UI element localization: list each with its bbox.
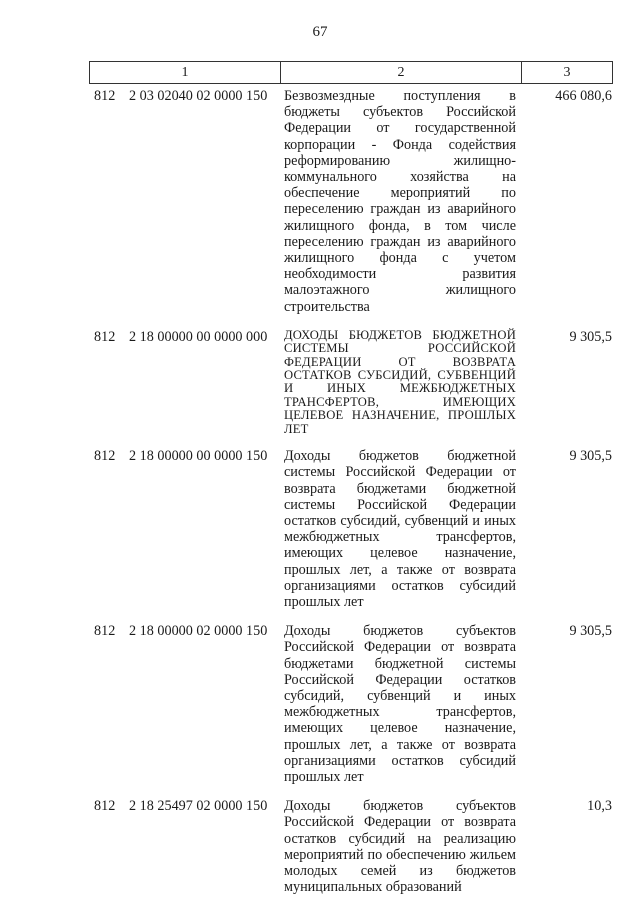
table-row: [0, 88, 640, 315]
amount: 9 305,5: [569, 623, 612, 640]
admin-code: 812: [94, 328, 116, 345]
revenue-code: 2 18 00000 00 0000 150: [129, 448, 268, 465]
table-row: [0, 623, 640, 785]
admin-code: 812: [94, 88, 116, 104]
revenue-description: Безвозмездные поступления в бюджеты субъектов Российской Федерации от государственной корпорации - Фонда содействия реформированию жилищно-коммунального хозяйства на обеспечение мероприятий по переселению граждан из аварийного жилищного фонда, в том числе переселению граждан из аварийного жилищного фонда с учетом необходимости развития малоэтажного жилищного строительства: [284, 88, 516, 315]
revenue-description: ДОХОДЫ БЮДЖЕТОВ БЮДЖЕТНОЙ СИСТЕМЫ РОССИЙСКОЙ ФЕДЕРАЦИИ ОТ ВОЗВРАТА ОСТАТКОВ СУБСИДИЙ, СУБВЕНЦИЙ И ИНЫХ МЕЖБЮДЖЕТНЫХ ТРАНСФЕРТОВ, ИМЕЮЩИХ ЦЕЛЕВОЕ НАЗНАЧЕНИЕ, ПРОШЛЫХ ЛЕТ: [284, 327, 516, 436]
page-number: 67: [312, 24, 328, 40]
amount: 9 305,5: [569, 328, 612, 345]
revenue-description: Доходы бюджетов субъектов Российской Федерации от возврата остатков субсидий на реализацию мероприятий по обеспечению жильем молодых семей из бюджетов муниципальных образований: [284, 798, 516, 896]
header-col-1: 1: [90, 62, 281, 83]
revenue-description: Доходы бюджетов бюджетной системы Российской Федерации от возврата бюджетами бюджетной системы Российской Федерации остатков субсидий, субвенций и иных межбюджетных трансфертов, имеющих целевое назначение, прошлых лет, а также от возврата организациями остатков субсидий прошлых лет: [284, 448, 516, 610]
revenue-code: 2 18 00000 02 0000 150: [129, 623, 268, 640]
revenue-code: 2 03 02040 02 0000 150: [129, 88, 268, 104]
table-header: [89, 61, 613, 84]
amount: 10,3: [587, 798, 612, 815]
revenue-description: Доходы бюджетов субъектов Российской Федерации от возврата бюджетами бюджетной системы Российской Федерации остатков субсидий, субвенций и иных межбюджетных трансфертов, имеющих целевое назначение, прошлых лет, а также от возврата организациями остатков субсидий прошлых лет: [284, 623, 516, 785]
table-row: [0, 798, 640, 895]
revenue-code: 2 18 00000 00 0000 000: [129, 328, 268, 345]
header-col-2: 2: [281, 62, 522, 83]
amount: 9 305,5: [569, 448, 612, 465]
table-body: [0, 88, 640, 895]
admin-code: 812: [94, 623, 116, 640]
table-row: [0, 329, 640, 436]
amount: 466 080,6: [555, 88, 612, 104]
admin-code: 812: [94, 798, 116, 815]
admin-code: 812: [94, 448, 116, 465]
revenue-code: 2 18 25497 02 0000 150: [129, 798, 268, 815]
header-col-3: 3: [563, 64, 571, 80]
table-row: [0, 448, 640, 610]
